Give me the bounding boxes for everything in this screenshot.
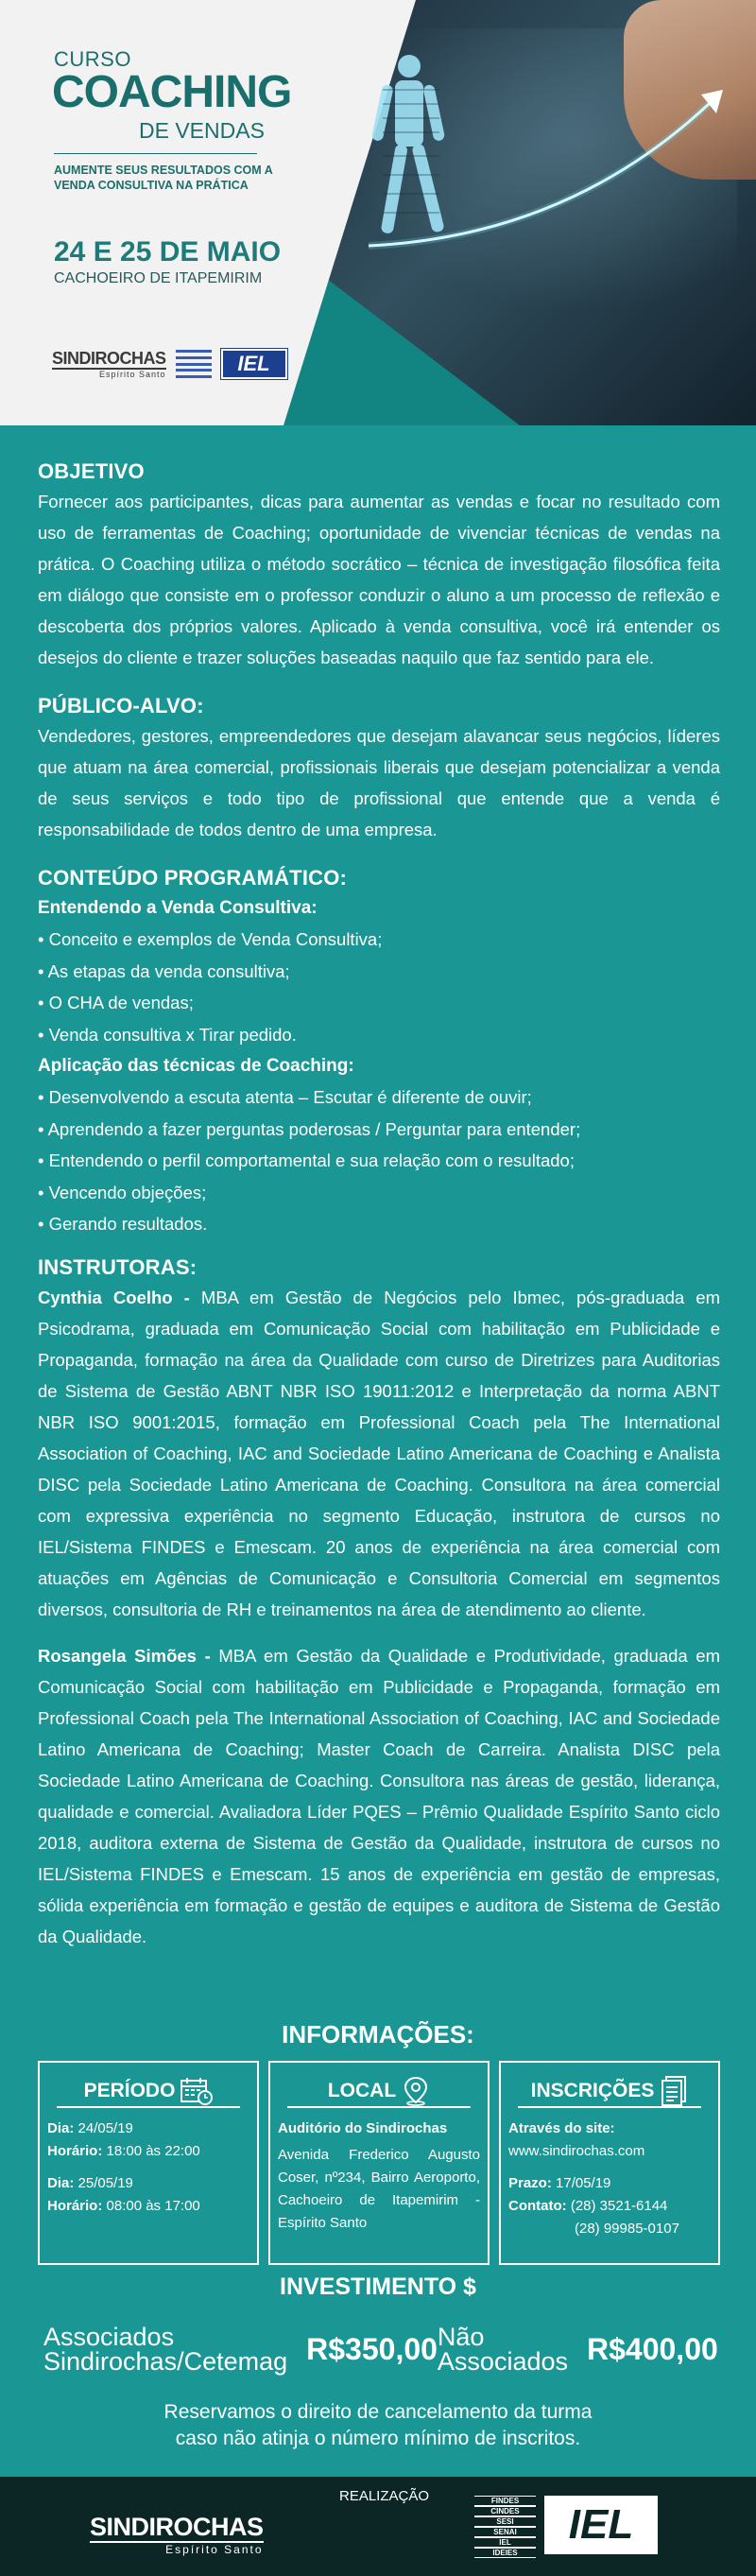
list-item: • Gerando resultados. — [38, 1214, 208, 1234]
iel-logo: IEL — [544, 2496, 658, 2554]
course-city: CACHOEIRO DE ITAPEMIRIM — [54, 270, 263, 286]
calendar-icon — [180, 2077, 213, 2105]
header-banner — [0, 0, 756, 425]
objetivo-text: Fornecer aos participantes, dicas para aumentar as vendas e focar no resultado com uso de ferramentas de Coaching; oportunidade de vivenciar técnicas de vendas na prática. O Coaching utiliza o método socrático – técnica de investigação filosófica feita em diálogo que consiste em o professor conduzir o aluno a um processo de reflexão e descoberta dos próprios valores. Aplicado à venda consultiva, você irá entender os desejos do cliente e trazer soluções baseadas naquilo que faz sentido para ele. — [38, 492, 720, 667]
periodo-title: PERÍODO — [83, 2080, 176, 2101]
list-item: • Entendendo o perfil comportamental e sua relação com o resultado; — [38, 1150, 575, 1170]
local-place: Auditório do Sindirochas — [278, 2120, 448, 2136]
prices-row — [38, 2321, 720, 2377]
cancel-notice: Reservamos o direito de cancelamento da turma caso não atinja o número mínimo de inscritos. — [163, 2401, 593, 2449]
course-label: CURSO — [54, 47, 131, 71]
document-icon — [660, 2075, 688, 2107]
list-item: • As etapas da venda consultiva; — [38, 960, 290, 981]
conteudo-subtitle-1: Entendendo a Venda Consultiva: — [38, 898, 318, 918]
publico-text: Vendedores, gestores, empreendedores que desejam alavancar seus negócios, líderes que atuam na área comercial, profissionais liberais que desejam potencializar a venda de seus serviços e todo tipo de profissional que entende que a venda é responsabilidade de todos dentro de uma empresa. — [38, 726, 720, 839]
instructor-bio-text: MBA em Gestão da Qualidade e Produtividade, graduada em Comunicação Social com habilitação em Publicidade e Propaganda, formação em Professional Coach pela The International Association of Coaching, IAC and Sociedade Latino Americana de Coaching; Master Coach de Carreira. Analista DISC pela Sociedade Latino Americana de Coaching. Consultora nas áreas de gestão, liderança, qualidade e comercial. Avaliadora Líder PQES – Prêmio Qualidade Espírito Santo ciclo 2018, auditora externa de Sistema de Gestão da Qualidade, instrutora de cursos no IEL/Sistema FINDES e Emescam. 15 anos de experiência em gestão de empresas, sólida experiência em formação e gestão de equipes e auditora de Sistema de Gestão da Qualidade. — [38, 1645, 720, 1946]
list-item: • Venda consultiva x Tirar pedido. — [38, 1024, 297, 1045]
findes-logo — [176, 350, 212, 378]
associados-label: Associados Sindirochas/Cetemag — [43, 2323, 288, 2376]
course-subtitle: AUMENTE SEUS RESULTADOS COM A VENDA CONSULTIVA NA PRÁTICA — [54, 164, 273, 192]
sindirochas-logo: SINDIROCHAS Espírito Santo — [90, 2513, 264, 2556]
list-item: • Conceito e exemplos de Venda Consultiva; — [38, 929, 383, 949]
nao-associados-label: Não Associados — [437, 2323, 568, 2376]
info-boxes — [38, 2061, 720, 2265]
instructor-name: Rosangela Simões - — [38, 1645, 211, 1666]
inscricoes-title: INSCRIÇÕES — [530, 2080, 655, 2101]
sindirochas-logo: SINDIROCHAS Espírito Santo — [52, 349, 166, 379]
conteudo-subtitle-2: Aplicação das técnicas de Coaching: — [38, 1056, 354, 1076]
local-box — [268, 2061, 490, 2265]
inscricoes-box: INSCRIÇÕES Através do site: www.sindirochas.com Prazo: 17/05/19 Contato: (28) 3521-6144 (28) 99985-0107 — [499, 2061, 720, 2265]
investimento-title: INVESTIMENTO $ — [280, 2273, 476, 2300]
instructor-bio-text: MBA em Gestão de Negócios pelo Ibmec, pós-graduada em Psicodrama, graduada em Comunicação Social com habilitação em Publicidade e Propaganda, formação na área da Qualidade com curso de Diretrizes para Auditorias de Sistema de Gestão ABNT NBR ISO 19011:2012 e Interpretação da norma ABNT NBR ISO 9001:2015, formação em Professional Coach pela The International Association of Coaching, IAC and Sociedade Latino Americana de Coaching e Analista DISC pela Sociedade Latino Americana de Coaching. Consultora na área comercial com expressiva experiência no segmento Educação, instrutora de cursos no IEL/Sistema FINDES e Emescam. 20 anos de experiência na área comercial com atuações em Agências de Comunicação e Consultoria Comercial em segmentos diversos, consultoria de RH e treinamentos na área de atendimento ao cliente. — [38, 1287, 720, 1619]
inscricoes-site[interactable]: www.sindirochas.com — [508, 2143, 645, 2159]
list-item: • O CHA de vendas; — [38, 993, 194, 1012]
main-content — [38, 459, 720, 1952]
instrutoras-title: INSTRUTORAS: — [38, 1254, 198, 1279]
course-title: COACHING — [52, 67, 292, 117]
local-title: LOCAL — [327, 2080, 397, 2101]
location-pin-icon — [402, 2076, 430, 2106]
course-date: 24 E 25 DE MAIO — [54, 236, 282, 268]
list-item: • Vencendo objeções; — [38, 1182, 207, 1202]
title-divider — [54, 153, 257, 154]
realizacao-label: REALIZAÇÃO — [339, 2488, 430, 2504]
instructor-name: Cynthia Coelho - — [38, 1287, 190, 1307]
course-title-sub: DE VENDAS — [139, 118, 265, 143]
nao-associados-price: R$400,00 — [587, 2331, 718, 2366]
header-logos — [52, 345, 287, 383]
instructor-bio-1 — [38, 1282, 720, 1625]
instructor-bio-2 — [38, 1640, 720, 1952]
info-title: INFORMAÇÕES: — [282, 2020, 474, 2049]
walking-man-icon — [364, 52, 449, 251]
footer — [0, 2477, 756, 2576]
iel-logo: IEL — [221, 349, 287, 379]
conteudo-title: CONTEÚDO PROGRAMÁTICO: — [38, 866, 348, 890]
findes-logo: FINDES CINDES SESI SENAI IEL IDEIES — [474, 2496, 536, 2558]
list-item: • Desenvolvendo a escuta atenta – Escutar é diferente de ouvir; — [38, 1087, 532, 1107]
local-address: Avenida Frederico Augusto Coser, nº234, Bairro Aeroporto, Cachoeiro de Itapemirim - Espírito Santo — [278, 2147, 480, 2231]
periodo-box: PERÍODO Dia: 24/05/19 Horário: 18:00 às 22:00 Dia: 25/05/19 Horário: 08:00 às 17:00 — [38, 2061, 259, 2265]
publico-title: PÚBLICO-ALVO: — [38, 694, 204, 717]
objetivo-title: OBJETIVO — [38, 459, 145, 483]
associados-price: R$350,00 — [306, 2331, 438, 2366]
list-item: • Aprendendo a fazer perguntas poderosas / Perguntar para entender; — [38, 1118, 581, 1139]
